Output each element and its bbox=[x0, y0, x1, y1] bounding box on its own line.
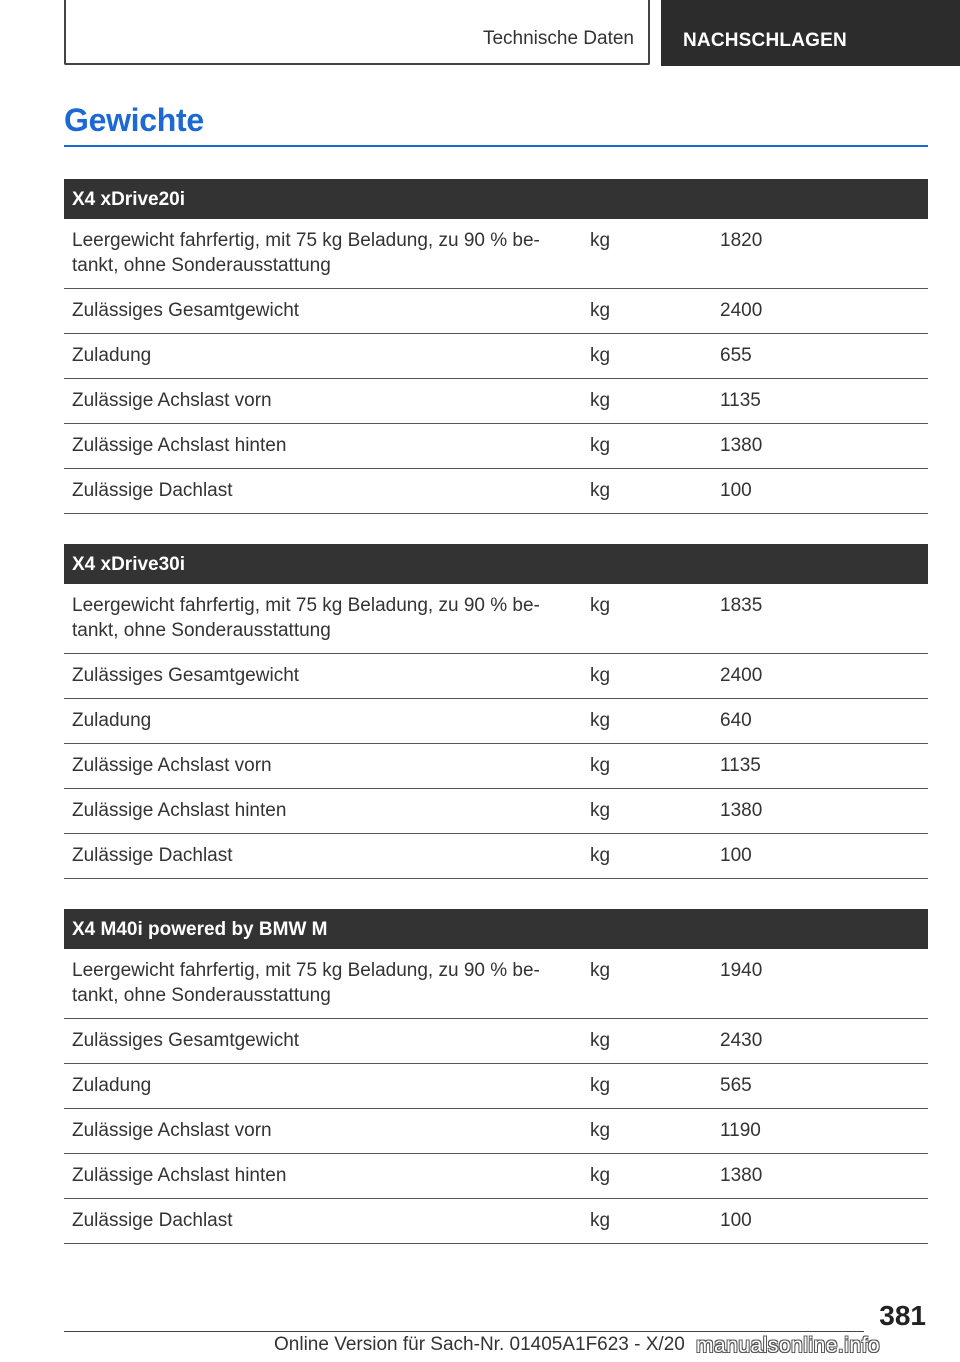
row-unit: kg bbox=[590, 1030, 611, 1051]
row-value: 640 bbox=[720, 710, 752, 731]
row-unit: kg bbox=[590, 595, 611, 616]
row-unit: kg bbox=[590, 800, 611, 821]
row-value: 2400 bbox=[720, 665, 763, 686]
table-row bbox=[64, 1154, 928, 1199]
watermark: manualsonline.info bbox=[696, 1334, 881, 1357]
table-row bbox=[64, 744, 928, 789]
table-model-heading: X4 M40i powered by BMW M bbox=[64, 909, 928, 949]
table-row bbox=[64, 379, 928, 424]
row-label: Leergewicht fahrfertig, mit 75 kg Beladung, zu 90 % be- tankt, ohne Sonderausstattung bbox=[72, 960, 540, 1006]
page-header bbox=[0, 0, 960, 66]
table-row bbox=[64, 1109, 928, 1154]
row-unit: kg bbox=[590, 1075, 611, 1096]
table-row bbox=[64, 789, 928, 834]
row-unit: kg bbox=[590, 960, 611, 981]
row-value: 1835 bbox=[720, 595, 763, 616]
row-unit: kg bbox=[590, 480, 611, 501]
footer-text: Online Version für Sach-Nr. 01405A1F623 - X/20 bbox=[274, 1334, 685, 1355]
table-row bbox=[64, 1019, 928, 1064]
row-label: Zuladung bbox=[72, 345, 152, 366]
spec-table bbox=[64, 544, 928, 879]
row-value: 655 bbox=[720, 345, 752, 366]
table-row bbox=[64, 219, 928, 289]
table-model-heading: X4 xDrive20i bbox=[64, 179, 928, 219]
row-label: Zulässige Achslast vorn bbox=[72, 1120, 272, 1141]
table-model-heading: X4 xDrive30i bbox=[64, 544, 928, 584]
table-row bbox=[64, 289, 928, 334]
row-label: Zulässige Achslast vorn bbox=[72, 390, 272, 411]
spec-table bbox=[64, 179, 928, 514]
table-row bbox=[64, 424, 928, 469]
table-row bbox=[64, 334, 928, 379]
row-value: 1190 bbox=[720, 1120, 761, 1141]
title-divider bbox=[64, 145, 928, 147]
row-label: Zulässiges Gesamtgewicht bbox=[72, 1030, 300, 1051]
row-unit: kg bbox=[590, 435, 611, 456]
weights-tables bbox=[64, 179, 928, 1274]
row-value: 100 bbox=[720, 1210, 752, 1231]
row-label: Leergewicht fahrfertig, mit 75 kg Beladung, zu 90 % be- tankt, ohne Sonderausstattung bbox=[72, 230, 540, 276]
row-label: Zulässige Achslast hinten bbox=[72, 435, 287, 456]
section-tab bbox=[64, 0, 650, 65]
table-row bbox=[64, 654, 928, 699]
page-number: 381 bbox=[879, 1300, 926, 1331]
spec-table bbox=[64, 909, 928, 1244]
section-title: Technische Daten bbox=[482, 28, 634, 49]
row-label: Zulässige Dachlast bbox=[72, 480, 233, 501]
chapter-tab bbox=[661, 0, 960, 66]
table-row bbox=[64, 1064, 928, 1109]
row-unit: kg bbox=[590, 710, 611, 731]
row-value: 100 bbox=[720, 845, 752, 866]
row-unit: kg bbox=[590, 300, 611, 321]
row-unit: kg bbox=[590, 665, 611, 686]
row-unit: kg bbox=[590, 755, 611, 776]
row-label: Zulässige Achslast vorn bbox=[72, 755, 272, 776]
row-unit: kg bbox=[590, 230, 611, 251]
page-title: Gewichte bbox=[64, 102, 204, 138]
footer-divider bbox=[64, 1331, 864, 1332]
row-value: 1380 bbox=[720, 800, 763, 821]
row-value: 565 bbox=[720, 1075, 752, 1096]
row-unit: kg bbox=[590, 390, 611, 411]
row-unit: kg bbox=[590, 1210, 611, 1231]
row-label: Zulässige Dachlast bbox=[72, 845, 233, 866]
row-value: 1380 bbox=[720, 435, 763, 456]
row-value: 1940 bbox=[720, 960, 763, 981]
row-value: 100 bbox=[720, 480, 752, 501]
row-value: 1135 bbox=[720, 390, 761, 411]
row-unit: kg bbox=[590, 845, 611, 866]
table-row bbox=[64, 584, 928, 654]
row-label: Zulässige Dachlast bbox=[72, 1210, 233, 1231]
row-unit: kg bbox=[590, 345, 611, 366]
row-label: Zulässiges Gesamtgewicht bbox=[72, 665, 300, 686]
row-value: 1380 bbox=[720, 1165, 763, 1186]
row-label: Zuladung bbox=[72, 710, 152, 731]
row-unit: kg bbox=[590, 1165, 611, 1186]
row-value: 2400 bbox=[720, 300, 763, 321]
row-label: Zulässiges Gesamtgewicht bbox=[72, 300, 300, 321]
row-unit: kg bbox=[590, 1120, 611, 1141]
row-label: Leergewicht fahrfertig, mit 75 kg Beladung, zu 90 % be- tankt, ohne Sonderausstattung bbox=[72, 595, 540, 641]
row-label: Zulässige Achslast hinten bbox=[72, 1165, 287, 1186]
row-label: Zulässige Achslast hinten bbox=[72, 800, 287, 821]
chapter-title: NACHSCHLAGEN bbox=[683, 30, 847, 51]
row-value: 1820 bbox=[720, 230, 763, 251]
row-value: 1135 bbox=[720, 755, 761, 776]
row-label: Zuladung bbox=[72, 1075, 152, 1096]
table-row bbox=[64, 469, 928, 514]
table-row bbox=[64, 1199, 928, 1244]
table-row bbox=[64, 949, 928, 1019]
table-row bbox=[64, 834, 928, 879]
table-row bbox=[64, 699, 928, 744]
row-value: 2430 bbox=[720, 1030, 763, 1051]
